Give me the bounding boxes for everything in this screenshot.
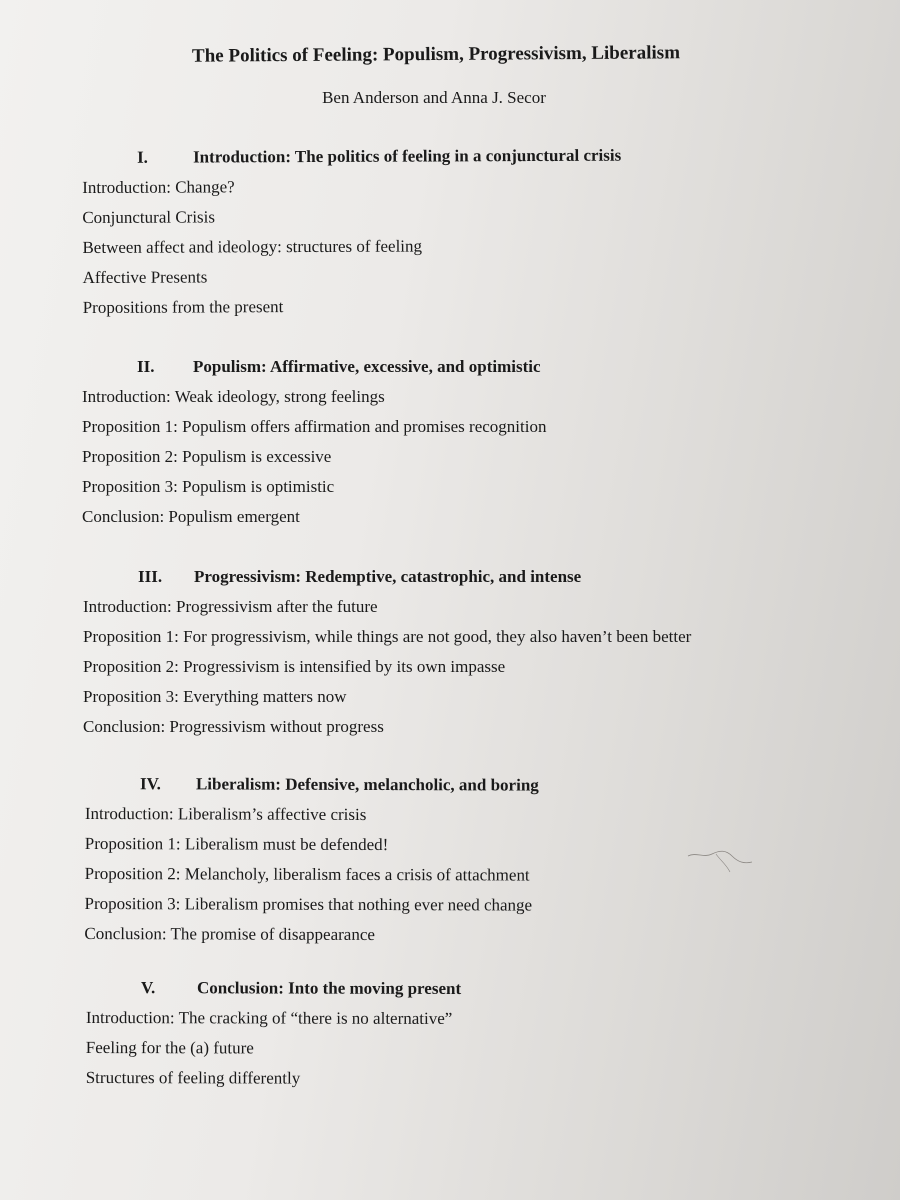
outline-item: Propositions from the present (82, 297, 284, 317)
section-heading (85, 774, 845, 807)
outline-item: Proposition 3: Populism is optimistic (82, 477, 335, 496)
stray-hair (686, 842, 756, 876)
outline-item: Conclusion: Progressivism without progress (83, 717, 384, 736)
section-title: Progressivism: Redemptive, catastrophic, and intense (194, 567, 582, 586)
section-3 (83, 567, 843, 747)
section-title: Liberalism: Defensive, melancholic, and boring (195, 774, 539, 795)
section-items (86, 1008, 846, 1100)
section-heading (83, 567, 843, 597)
outline-item: Proposition 2: Progressivism is intensified by its own impasse (83, 657, 506, 676)
section-items (82, 175, 843, 328)
section-heading (82, 145, 842, 178)
section-1 (82, 145, 843, 328)
outline-item: Proposition 2: Melancholy, liberalism faces a crisis of attachment (84, 863, 530, 885)
section-5 (86, 978, 846, 1100)
section-numeral: I. (136, 147, 148, 167)
outline-item: Feeling for the (a) future (85, 1037, 254, 1058)
outline-item: Structures of feeling differently (85, 1067, 301, 1088)
outline-item: Affective Presents (82, 267, 208, 287)
section-title: Populism: Affirmative, excessive, and optimistic (193, 357, 541, 376)
section-heading (86, 978, 846, 1010)
document-authors: Ben Anderson and Anna J. Secor (322, 88, 546, 107)
section-heading (82, 357, 842, 387)
outline-item: Proposition 1: Populism offers affirmation and promises recognition (82, 417, 547, 436)
section-numeral: IV. (139, 774, 161, 794)
section-2 (82, 357, 842, 537)
outline-item: Conjunctural Crisis (82, 207, 216, 227)
outline-item: Conclusion: The promise of disappearance (84, 923, 375, 945)
section-items (82, 387, 842, 537)
section-numeral: II. (137, 357, 155, 376)
section-items (84, 804, 845, 957)
section-items (83, 597, 843, 747)
outline-item: Introduction: Change? (82, 177, 235, 197)
outline-item: Introduction: The cracking of “there is no alternative” (85, 1007, 453, 1028)
outline-item: Introduction: Liberalism’s affective crisis (84, 803, 367, 824)
section-title: Conclusion: Into the moving present (196, 978, 462, 998)
outline-item: Introduction: Weak ideology, strong feelings (82, 387, 385, 406)
section-title: Introduction: The politics of feeling in a conjunctural crisis (192, 145, 622, 167)
outline-item: Proposition 3: Liberalism promises that nothing ever need change (84, 893, 533, 915)
outline-item: Proposition 2: Populism is excessive (82, 447, 332, 466)
outline-item: Introduction: Progressivism after the future (83, 597, 378, 616)
outline-item: Conclusion: Populism emergent (82, 507, 300, 526)
outline-item: Proposition 1: Liberalism must be defended! (84, 833, 389, 855)
outline-item: Proposition 1: For progressivism, while things are not good, they also haven’t been better (83, 627, 692, 646)
section-numeral: III. (138, 567, 163, 586)
document-title: The Politics of Feeling: Populism, Progressivism, Liberalism (191, 42, 681, 67)
outline-item: Between affect and ideology: structures of feeling (82, 236, 423, 257)
outline-item: Proposition 3: Everything matters now (83, 687, 347, 706)
section-numeral: V. (140, 978, 156, 998)
